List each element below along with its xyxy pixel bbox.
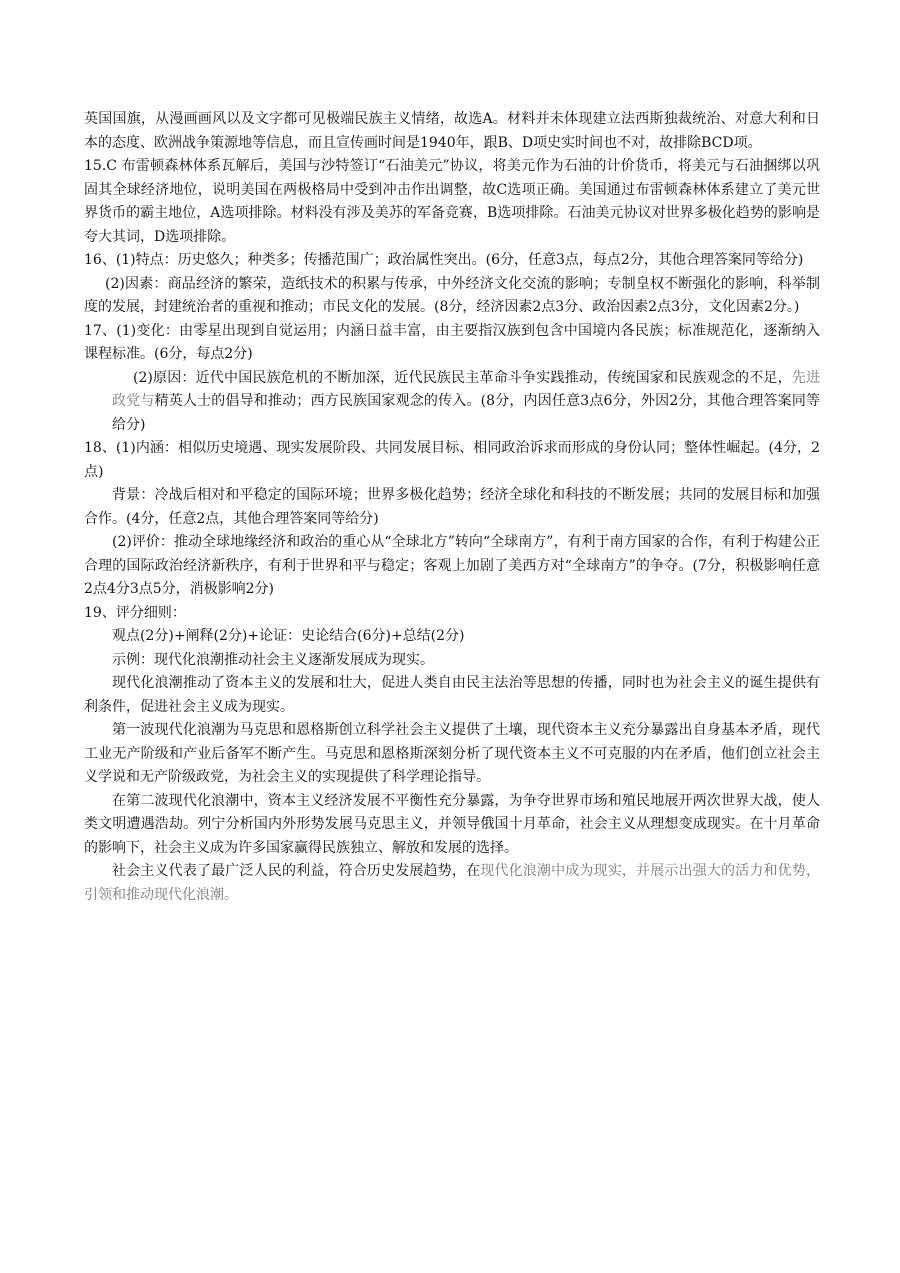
q17-part1: 17、(1)变化：由零星出现到自觉运用；内涵日益丰富，由主要指汉族到包含中国境内各民族；标准规范化，逐渐纳入课程标准。(6分，每点2分): [84, 322, 820, 362]
q19-essay-para3: 在第二波现代化浪潮中，资本主义经济发展不平衡性充分暴露，为争夺世界市场和殖民地展开两次世界大战，使人类文明遭遇浩劫。列宁分析国内外形势发展马克思主义，并领导俄国十月革命，社会主义从理想变成现实。在十月革命的影响下，社会主义成为许多国家赢得民族独立、解放和发展的选择。: [84, 792, 820, 856]
q19-essay-conclusion: [84, 860, 820, 907]
q17-part2-text-a: (2)原因：近代中国民族危机的不断加深，近代民族民主革命斗争实践推动，传统国家和民族观念的不足，: [133, 369, 792, 386]
q18-part2: (2)评价：推动全球地缘经济和政治的重心从“全球北方”转向“全球南方”，有利于南方国家的合作，有利于构建公正合理的国际政治经济新秩序，有利于世界和平与稳定；客观上加剧了美西方对“全球南方”的争夺。(7分，积极影响任意2点4分3点5分，消极影响2分): [84, 534, 820, 597]
q19-conclusion-text-b: 现代化浪潮中成为现实，并展示出强大的活力和优势，引领和推动现代化浪潮。: [84, 863, 821, 903]
q16-part1: 16、(1)特点：历史悠久；种类多；传播范围广；政治属性突出。(6分，任意3点，每点2分，其他合理答案同等给分): [84, 252, 804, 268]
q14-explanation-continued: 英国国旗，从漫画画风以及文字都可见极端民族主义情绪，故选A。材料并未体现建立法西斯独裁统治、对意大利和日本的态度、欧洲战争策源地等信息，而且宣传画时间是1940年，跟B、D项史实时间也不对，故排除BCD项。: [84, 111, 820, 151]
q17-part2-text-c: 精英人士的倡导和推动；西方民族国家观念的传入。(8分，内因任意3点6分，外因2分，其他合理答案同等给分): [112, 393, 821, 433]
q18-part1: 18、(1)内涵：相似历史境遇、现实发展阶段、共同发展目标、相同政治诉求而形成的身份认同；整体性崛起。(4分，2点): [84, 440, 820, 480]
q19-heading: 19、评分细则：: [84, 604, 186, 621]
q15-answer: 15.C 布雷顿森林体系瓦解后，美国与沙特签订“石油美元”协议，将美元作为石油的计价货币，将美元与石油捆绑以巩固其全球经济地位，说明美国在两极格局中受到冲击作出调整，故C选项正确。美国通过布雷顿森林体系建立了美元世界货币的霸主地位，A选项排除。材料没有涉及美苏的军备竞赛，B选项排除。石油美元协议对世界多极化趋势的影响是夸大其词，D选项排除。: [84, 158, 820, 245]
q19-essay-para2: 第一波现代化浪潮为马克思和恩格斯创立科学社会主义提供了土壤，现代资本主义充分暴露出自身基本矛盾，现代工业无产阶级和产业后备军不断产生。马克思和恩格斯深刻分析了现代资本主义不可克服的内在矛盾，他们创立社会主义学说和无产阶级政党，为社会主义的实现提供了科学理论指导。: [84, 722, 820, 785]
answer-document: [84, 108, 820, 907]
q17-part2-block: [84, 367, 820, 438]
q16-part2: (2)因素：商品经济的繁荣，造纸技术的积累与传承，中外经济文化交流的影响；专制皇权不断强化的影响，科举制度的发展，封建统治者的重视和推动；市民文化的发展。(8分，经济因素2点3分、政治因素2点3分，文化因素2分。): [84, 275, 820, 315]
q19-essay-para1: 现代化浪潮推动了资本主义的发展和壮大，促进人类自由民主法治等思想的传播，同时也为社会主义的诞生提供有利条件，促进社会主义成为现实。: [84, 675, 820, 715]
q19-conclusion-text-a: 社会主义代表了最广泛人民的利益，符合历史发展趋势，在: [112, 863, 481, 879]
q17-part2-text-b: 先进政党与: [112, 369, 820, 409]
q19-scoring: 观点(2分)+阐释(2分)+论证：史论结合(6分)+总结(2分): [112, 628, 465, 644]
q19-example-thesis: 示例：现代化浪潮推动社会主义逐渐发展成为现实。: [112, 651, 434, 668]
q18-background: 背景：冷战后相对和平稳定的国际环境；世界多极化趋势；经济全球化和科技的不断发展；共同的发展目标和加强合作。(4分，任意2点，其他合理答案同等给分): [84, 487, 820, 527]
q17-part2: [112, 367, 820, 438]
